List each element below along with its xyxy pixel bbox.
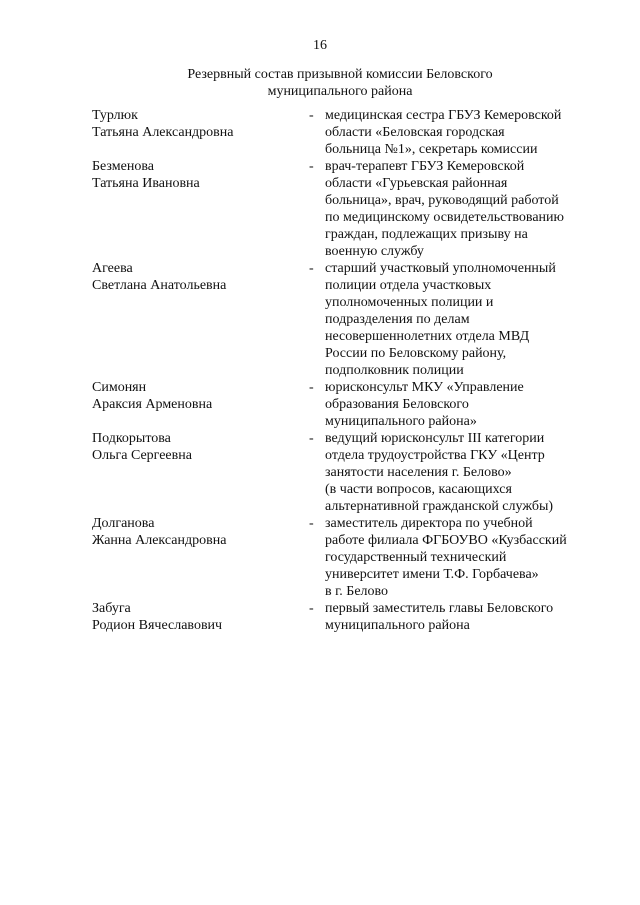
member-separator: - xyxy=(309,380,314,395)
member-surname: Турлюк xyxy=(92,108,138,123)
member-entry xyxy=(92,107,612,158)
member-role: юрисконсульт МКУ «Управление образования Беловского муниципального района» xyxy=(325,380,524,429)
member-name xyxy=(92,600,292,634)
document-title-text: Резервный состав призывной комиссии Беловского муниципального района xyxy=(187,67,493,99)
member-name xyxy=(92,379,292,413)
member-separator: - xyxy=(309,516,314,531)
member-role: медицинская сестра ГБУЗ Кемеровской области «Беловская городская больница №1», секретарь комиссии xyxy=(325,108,562,157)
members-list xyxy=(92,107,612,634)
member-entry xyxy=(92,260,612,379)
member-surname: Симонян xyxy=(92,380,147,395)
member-separator: - xyxy=(309,159,314,174)
member-given-names: Светлана Анатольевна xyxy=(92,278,227,293)
member-entry xyxy=(92,515,612,600)
member-role: врач-терапевт ГБУЗ Кемеровской области «Гурьевская районная больница», врач, руководящий работой по медицинскому освидетельствованию граждан, подлежащих призыву на военную службу xyxy=(325,159,565,259)
member-name xyxy=(92,260,292,294)
member-given-names: Татьяна Александровна xyxy=(92,125,234,140)
member-entry xyxy=(92,158,612,260)
member-name xyxy=(92,158,292,192)
member-given-names: Араксия Арменовна xyxy=(92,397,213,412)
member-separator: - xyxy=(309,431,314,446)
member-role: старший участковый уполномоченный полиции отдела участковых уполномоченных полиции и подразделения по делам несовершеннолетних отдела МВД России по Беловскому району, подполковник полиции xyxy=(325,261,556,378)
member-name xyxy=(92,430,292,464)
member-separator: - xyxy=(309,261,314,276)
member-role: заместитель директора по учебной работе филиала ФГБОУВО «Кузбасский государственный технический университет имени Т.Ф. Горбачева» в г. Белово xyxy=(325,516,567,599)
member-given-names: Татьяна Ивановна xyxy=(92,176,200,191)
member-name xyxy=(92,515,292,549)
page-number: 16 xyxy=(313,38,327,53)
member-separator: - xyxy=(309,108,314,123)
member-given-names: Родион Вячеславович xyxy=(92,618,223,633)
member-given-names: Ольга Сергеевна xyxy=(92,448,192,463)
member-separator: - xyxy=(309,601,314,616)
member-entry xyxy=(92,379,612,430)
member-role: ведущий юрисконсульт III категории отдела трудоустройства ГКУ «Центр занятости населения г. Белово» (в части вопросов, касающихся альтернативной гражданской службы) xyxy=(325,431,554,514)
member-surname: Безменова xyxy=(92,159,154,174)
member-name xyxy=(92,107,292,141)
member-surname: Подкорытова xyxy=(92,431,171,446)
member-entry xyxy=(92,600,612,634)
member-surname: Агеева xyxy=(92,261,133,276)
document-title xyxy=(160,66,520,100)
member-surname: Долганова xyxy=(92,516,155,531)
member-surname: Забуга xyxy=(92,601,131,616)
member-given-names: Жанна Александровна xyxy=(92,533,227,548)
member-entry xyxy=(92,430,612,515)
member-role: первый заместитель главы Беловского муниципального района xyxy=(325,601,554,633)
